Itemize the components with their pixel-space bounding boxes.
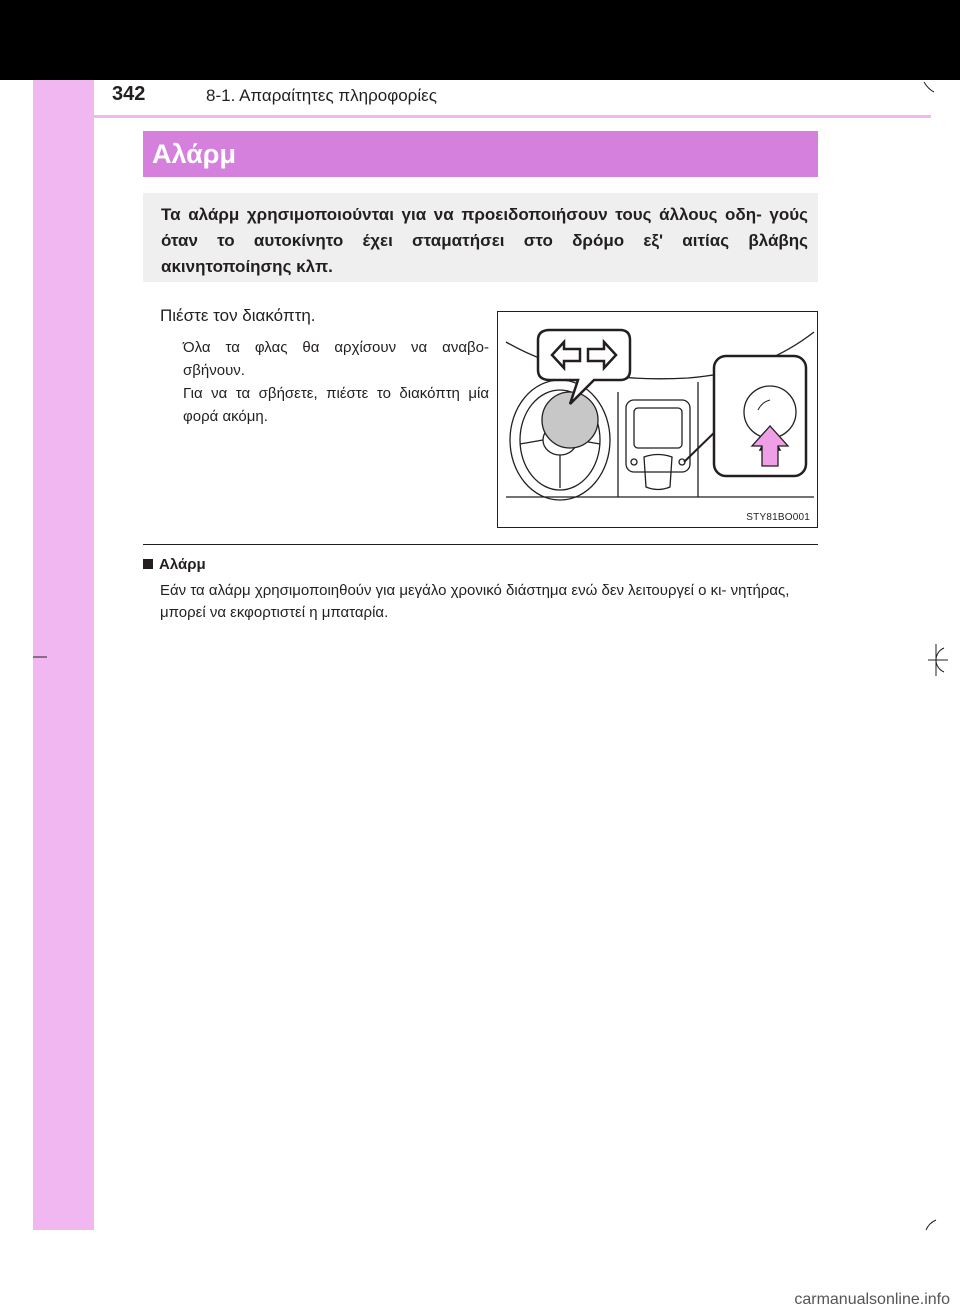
intro-paragraph: Τα αλάρμ χρησιμοποιούνται για να προειδοποιήσουν τους άλλους οδη- γούς όταν το αυτοκίνητο έχει σταματήσει στο δρόμο εξ' αιτίας βλάβης ακινητοποίησης κλπ. [143,193,818,282]
crop-mark-icon [922,80,936,94]
hazard-switch-illustration [497,311,818,528]
dashboard-drawing [498,312,817,527]
crop-tick-icon [33,655,47,659]
section-heading: 8-1. Απαραίτητες πληροφορίες [206,86,437,105]
step-detail [183,336,489,428]
figure-code: STY81BO001 [746,512,810,523]
note-heading-text: Αλάρμ [159,556,206,573]
square-bullet-icon [143,559,153,569]
top-black-bar [0,0,960,80]
step-detail-blink: Όλα τα φλας θα αρχίσουν να αναβο- σβήνουν. [183,339,489,379]
header-rule [33,115,931,118]
page-number: 342 [112,83,146,105]
crop-mark-bottom-icon [924,1218,938,1232]
note-body: Εάν τα αλάρμ χρησιμοποιηθούν για μεγάλο χρονικό διάστημα ενώ δεν λειτουργεί ο κι- νητήρας, μπορεί να εκφορτιστεί η μπαταρία. [160,582,790,621]
watermark: carmanualsonline.info [794,1291,950,1308]
section-divider [143,544,818,545]
registration-mark-icon [918,642,954,678]
note-heading [143,556,206,573]
step-detail-off: Για να τα σβήσετε, πιέστε το διακόπτη μία φορά ακόμη. [183,385,489,425]
page-title: Αλάρμ [143,131,818,177]
step-instruction: Πιέστε τον διακόπτη. [160,306,316,325]
